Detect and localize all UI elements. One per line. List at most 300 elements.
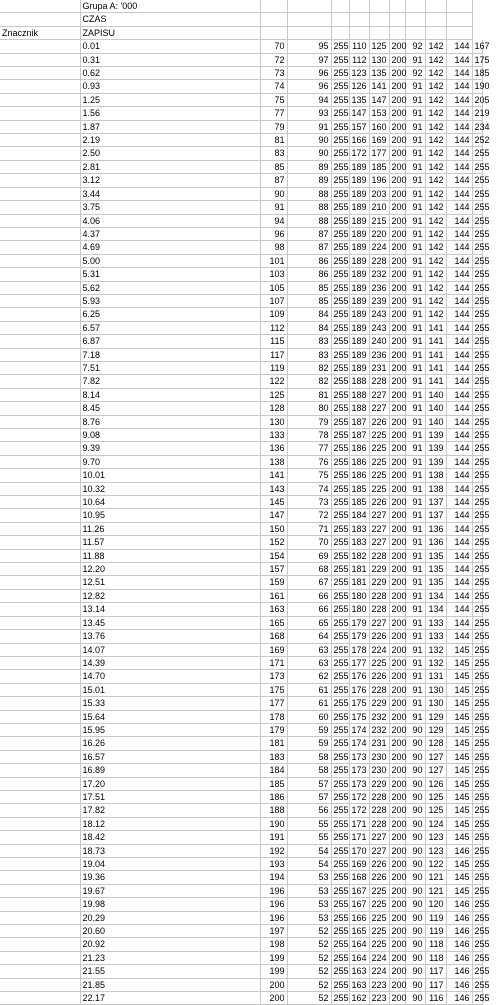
value-cell[interactable]: 236 — [369, 348, 389, 361]
value-cell[interactable]: 255 — [472, 227, 483, 240]
time-cell[interactable]: 3.44 — [80, 187, 260, 200]
col-header-zapisu[interactable]: ZAPISU — [80, 26, 260, 39]
value-cell[interactable]: 91 — [405, 241, 425, 254]
value-cell[interactable]: 135 — [369, 67, 389, 80]
time-cell[interactable]: 17.20 — [80, 777, 260, 790]
col-header-czas[interactable]: CZAS — [80, 13, 260, 26]
cell-empty[interactable] — [331, 0, 349, 13]
value-cell[interactable]: 144 — [446, 630, 472, 643]
value-cell[interactable]: 192 — [260, 844, 287, 857]
value-cell[interactable]: 144 — [446, 174, 472, 187]
value-cell[interactable]: 200 — [389, 697, 405, 710]
value-cell[interactable]: 200 — [389, 321, 405, 334]
value-cell[interactable]: 227 — [369, 522, 389, 535]
value-cell[interactable]: 200 — [389, 308, 405, 321]
time-cell[interactable]: 0.31 — [80, 53, 260, 66]
value-cell[interactable]: 129 — [425, 710, 446, 723]
value-cell[interactable]: 78 — [287, 429, 331, 442]
time-cell[interactable]: 6.87 — [80, 335, 260, 348]
value-cell[interactable]: 53 — [287, 871, 331, 884]
value-cell[interactable]: 255 — [472, 697, 483, 710]
value-cell[interactable]: 91 — [405, 549, 425, 562]
cell-empty[interactable] — [287, 13, 331, 26]
value-cell[interactable]: 186 — [260, 790, 287, 803]
value-cell[interactable]: 255 — [331, 308, 349, 321]
value-cell[interactable]: 146 — [446, 938, 472, 951]
value-cell[interactable]: 145 — [446, 858, 472, 871]
time-cell[interactable]: 21.23 — [80, 951, 260, 964]
value-cell[interactable]: 88 — [287, 201, 331, 214]
time-cell[interactable]: 10.95 — [80, 509, 260, 522]
cell-empty[interactable] — [0, 710, 80, 723]
value-cell[interactable]: 255 — [331, 469, 349, 482]
value-cell[interactable]: 255 — [331, 911, 349, 924]
cell-empty[interactable] — [389, 26, 405, 39]
value-cell[interactable]: 130 — [425, 683, 446, 696]
time-cell[interactable]: 14.39 — [80, 656, 260, 669]
time-cell[interactable]: 5.00 — [80, 254, 260, 267]
value-cell[interactable]: 59 — [287, 737, 331, 750]
value-cell[interactable]: 138 — [260, 455, 287, 468]
value-cell[interactable]: 140 — [425, 402, 446, 415]
value-cell[interactable]: 255 — [472, 187, 483, 200]
value-cell[interactable]: 255 — [472, 737, 483, 750]
cell-empty[interactable] — [0, 549, 80, 562]
cell-empty[interactable] — [0, 978, 80, 991]
value-cell[interactable]: 145 — [446, 750, 472, 763]
value-cell[interactable]: 255 — [472, 804, 483, 817]
value-cell[interactable]: 124 — [425, 817, 446, 830]
value-cell[interactable]: 255 — [331, 563, 349, 576]
value-cell[interactable]: 185 — [260, 777, 287, 790]
value-cell[interactable]: 91 — [405, 227, 425, 240]
value-cell[interactable]: 144 — [446, 536, 472, 549]
value-cell[interactable]: 145 — [446, 831, 472, 844]
value-cell[interactable]: 52 — [287, 951, 331, 964]
value-cell[interactable]: 225 — [369, 911, 389, 924]
value-cell[interactable]: 255 — [331, 549, 349, 562]
value-cell[interactable]: 200 — [389, 938, 405, 951]
value-cell[interactable]: 161 — [260, 589, 287, 602]
value-cell[interactable]: 53 — [287, 898, 331, 911]
time-cell[interactable]: 12.51 — [80, 576, 260, 589]
value-cell[interactable]: 144 — [446, 187, 472, 200]
value-cell[interactable]: 91 — [405, 482, 425, 495]
value-cell[interactable]: 72 — [287, 509, 331, 522]
value-cell[interactable]: 142 — [425, 227, 446, 240]
value-cell[interactable]: 184 — [260, 764, 287, 777]
value-cell[interactable]: 90 — [405, 831, 425, 844]
cell-empty[interactable] — [405, 26, 425, 39]
value-cell[interactable]: 79 — [260, 120, 287, 133]
value-cell[interactable]: 189 — [349, 241, 369, 254]
value-cell[interactable]: 255 — [331, 710, 349, 723]
value-cell[interactable]: 55 — [287, 831, 331, 844]
cell-empty[interactable] — [369, 13, 389, 26]
value-cell[interactable]: 144 — [446, 93, 472, 106]
value-cell[interactable]: 144 — [446, 348, 472, 361]
value-cell[interactable]: 224 — [369, 951, 389, 964]
value-cell[interactable]: 144 — [446, 134, 472, 147]
cell-empty[interactable] — [0, 884, 80, 897]
value-cell[interactable]: 255 — [331, 227, 349, 240]
value-cell[interactable]: 187 — [349, 429, 369, 442]
value-cell[interactable]: 142 — [425, 147, 446, 160]
time-cell[interactable]: 0.62 — [80, 67, 260, 80]
cell-empty[interactable] — [425, 13, 446, 26]
value-cell[interactable]: 144 — [446, 53, 472, 66]
value-cell[interactable]: 220 — [369, 227, 389, 240]
value-cell[interactable]: 200 — [389, 388, 405, 401]
time-cell[interactable]: 19.04 — [80, 858, 260, 871]
value-cell[interactable]: 153 — [369, 107, 389, 120]
value-cell[interactable]: 142 — [425, 80, 446, 93]
value-cell[interactable]: 255 — [472, 308, 483, 321]
value-cell[interactable]: 62 — [287, 670, 331, 683]
value-cell[interactable]: 147 — [349, 107, 369, 120]
value-cell[interactable]: 255 — [331, 777, 349, 790]
value-cell[interactable]: 255 — [331, 965, 349, 978]
value-cell[interactable]: 255 — [472, 241, 483, 254]
time-cell[interactable]: 0.93 — [80, 80, 260, 93]
value-cell[interactable]: 145 — [446, 777, 472, 790]
value-cell[interactable]: 163 — [349, 965, 369, 978]
value-cell[interactable]: 200 — [389, 67, 405, 80]
value-cell[interactable]: 144 — [446, 616, 472, 629]
value-cell[interactable]: 255 — [331, 536, 349, 549]
value-cell[interactable]: 145 — [446, 656, 472, 669]
cell-empty[interactable] — [425, 0, 446, 13]
value-cell[interactable]: 178 — [260, 710, 287, 723]
time-cell[interactable]: 3.12 — [80, 174, 260, 187]
value-cell[interactable]: 115 — [260, 335, 287, 348]
value-cell[interactable]: 229 — [369, 777, 389, 790]
value-cell[interactable]: 85 — [287, 281, 331, 294]
value-cell[interactable]: 91 — [405, 697, 425, 710]
cell-empty[interactable] — [0, 938, 80, 951]
value-cell[interactable]: 91 — [405, 656, 425, 669]
time-cell[interactable]: 9.39 — [80, 442, 260, 455]
value-cell[interactable]: 255 — [331, 858, 349, 871]
value-cell[interactable]: 56 — [287, 804, 331, 817]
cell-empty[interactable] — [0, 683, 80, 696]
value-cell[interactable]: 172 — [349, 790, 369, 803]
value-cell[interactable]: 188 — [349, 388, 369, 401]
value-cell[interactable]: 200 — [389, 147, 405, 160]
value-cell[interactable]: 171 — [349, 831, 369, 844]
value-cell[interactable]: 174 — [349, 737, 369, 750]
value-cell[interactable]: 255 — [472, 268, 483, 281]
cell-empty[interactable] — [369, 26, 389, 39]
value-cell[interactable]: 144 — [446, 509, 472, 522]
value-cell[interactable]: 143 — [260, 482, 287, 495]
value-cell[interactable]: 255 — [472, 965, 483, 978]
value-cell[interactable]: 138 — [425, 482, 446, 495]
value-cell[interactable]: 86 — [287, 268, 331, 281]
value-cell[interactable]: 198 — [260, 938, 287, 951]
value-cell[interactable]: 133 — [260, 429, 287, 442]
time-cell[interactable]: 18.42 — [80, 831, 260, 844]
value-cell[interactable]: 227 — [369, 831, 389, 844]
value-cell[interactable]: 91 — [405, 496, 425, 509]
value-cell[interactable]: 255 — [331, 509, 349, 522]
value-cell[interactable]: 91 — [260, 201, 287, 214]
value-cell[interactable]: 142 — [425, 93, 446, 106]
value-cell[interactable]: 144 — [446, 589, 472, 602]
cell-empty[interactable] — [331, 13, 349, 26]
value-cell[interactable]: 110 — [349, 40, 369, 53]
value-cell[interactable]: 177 — [369, 147, 389, 160]
value-cell[interactable]: 255 — [331, 335, 349, 348]
value-cell[interactable]: 225 — [369, 455, 389, 468]
value-cell[interactable]: 168 — [349, 871, 369, 884]
value-cell[interactable]: 255 — [472, 442, 483, 455]
cell-empty[interactable] — [0, 160, 80, 173]
value-cell[interactable]: 255 — [331, 978, 349, 991]
cell-empty[interactable] — [0, 509, 80, 522]
value-cell[interactable]: 224 — [369, 241, 389, 254]
value-cell[interactable]: 189 — [349, 281, 369, 294]
value-cell[interactable]: 91 — [405, 375, 425, 388]
value-cell[interactable]: 126 — [425, 777, 446, 790]
value-cell[interactable]: 255 — [331, 160, 349, 173]
cell-empty[interactable] — [0, 764, 80, 777]
value-cell[interactable]: 255 — [472, 254, 483, 267]
cell-empty[interactable] — [446, 26, 472, 39]
value-cell[interactable]: 255 — [331, 348, 349, 361]
value-cell[interactable]: 227 — [369, 402, 389, 415]
value-cell[interactable]: 181 — [349, 563, 369, 576]
value-cell[interactable]: 255 — [331, 737, 349, 750]
cell-empty[interactable] — [0, 348, 80, 361]
cell-empty[interactable] — [0, 415, 80, 428]
time-cell[interactable]: 13.14 — [80, 603, 260, 616]
value-cell[interactable]: 90 — [405, 777, 425, 790]
value-cell[interactable]: 130 — [369, 53, 389, 66]
value-cell[interactable]: 77 — [260, 107, 287, 120]
value-cell[interactable]: 165 — [349, 925, 369, 938]
value-cell[interactable]: 255 — [331, 884, 349, 897]
time-cell[interactable]: 2.81 — [80, 160, 260, 173]
time-cell[interactable]: 15.64 — [80, 710, 260, 723]
value-cell[interactable]: 189 — [349, 201, 369, 214]
value-cell[interactable]: 200 — [389, 227, 405, 240]
value-cell[interactable]: 58 — [287, 764, 331, 777]
value-cell[interactable]: 200 — [389, 415, 405, 428]
value-cell[interactable]: 200 — [389, 134, 405, 147]
value-cell[interactable]: 123 — [425, 831, 446, 844]
value-cell[interactable]: 145 — [446, 817, 472, 830]
value-cell[interactable]: 179 — [349, 616, 369, 629]
value-cell[interactable]: 255 — [331, 817, 349, 830]
cell-empty[interactable] — [0, 858, 80, 871]
value-cell[interactable]: 200 — [389, 281, 405, 294]
value-cell[interactable]: 135 — [425, 563, 446, 576]
value-cell[interactable]: 145 — [446, 697, 472, 710]
cell-empty[interactable] — [0, 603, 80, 616]
value-cell[interactable]: 73 — [260, 67, 287, 80]
time-cell[interactable]: 12.82 — [80, 589, 260, 602]
value-cell[interactable]: 187 — [349, 415, 369, 428]
value-cell[interactable]: 255 — [472, 321, 483, 334]
time-cell[interactable]: 12.20 — [80, 563, 260, 576]
value-cell[interactable]: 90 — [405, 871, 425, 884]
cell-empty[interactable] — [389, 0, 405, 13]
value-cell[interactable]: 91 — [405, 455, 425, 468]
time-cell[interactable]: 16.57 — [80, 750, 260, 763]
value-cell[interactable]: 200 — [389, 589, 405, 602]
value-cell[interactable]: 90 — [405, 911, 425, 924]
value-cell[interactable]: 74 — [260, 80, 287, 93]
cell-empty[interactable] — [0, 630, 80, 643]
time-cell[interactable]: 11.26 — [80, 522, 260, 535]
value-cell[interactable]: 255 — [331, 254, 349, 267]
value-cell[interactable]: 185 — [369, 160, 389, 173]
cell-empty[interactable] — [0, 321, 80, 334]
value-cell[interactable]: 54 — [287, 858, 331, 871]
value-cell[interactable]: 183 — [349, 522, 369, 535]
cell-empty[interactable] — [0, 308, 80, 321]
value-cell[interactable]: 142 — [425, 241, 446, 254]
value-cell[interactable]: 144 — [446, 214, 472, 227]
time-cell[interactable]: 19.98 — [80, 898, 260, 911]
cell-empty[interactable] — [0, 227, 80, 240]
value-cell[interactable]: 180 — [349, 603, 369, 616]
value-cell[interactable]: 144 — [446, 120, 472, 133]
cell-empty[interactable] — [0, 911, 80, 924]
cell-b1[interactable] — [80, 0, 260, 13]
value-cell[interactable]: 92 — [405, 67, 425, 80]
value-cell[interactable]: 200 — [389, 563, 405, 576]
value-cell[interactable]: 91 — [405, 160, 425, 173]
value-cell[interactable]: 200 — [389, 214, 405, 227]
value-cell[interactable]: 60 — [287, 710, 331, 723]
value-cell[interactable]: 171 — [260, 656, 287, 669]
value-cell[interactable]: 91 — [405, 294, 425, 307]
cell-empty[interactable] — [0, 174, 80, 187]
value-cell[interactable]: 90 — [405, 723, 425, 736]
value-cell[interactable]: 123 — [349, 67, 369, 80]
value-cell[interactable]: 225 — [369, 884, 389, 897]
value-cell[interactable]: 184 — [349, 509, 369, 522]
value-cell[interactable]: 172 — [349, 147, 369, 160]
value-cell[interactable]: 228 — [369, 817, 389, 830]
time-cell[interactable]: 20.60 — [80, 925, 260, 938]
value-cell[interactable]: 228 — [369, 375, 389, 388]
value-cell[interactable]: 200 — [389, 978, 405, 991]
time-cell[interactable]: 16.89 — [80, 764, 260, 777]
value-cell[interactable]: 80 — [287, 402, 331, 415]
value-cell[interactable]: 173 — [349, 764, 369, 777]
value-cell[interactable]: 91 — [405, 53, 425, 66]
cell-empty[interactable] — [0, 656, 80, 669]
time-cell[interactable]: 6.25 — [80, 308, 260, 321]
value-cell[interactable]: 69 — [287, 549, 331, 562]
time-cell[interactable]: 10.01 — [80, 469, 260, 482]
time-cell[interactable]: 2.50 — [80, 147, 260, 160]
value-cell[interactable]: 255 — [331, 723, 349, 736]
value-cell[interactable]: 200 — [389, 160, 405, 173]
value-cell[interactable]: 91 — [405, 187, 425, 200]
cell-empty[interactable] — [0, 429, 80, 442]
time-cell[interactable]: 13.45 — [80, 616, 260, 629]
cell-empty[interactable] — [0, 589, 80, 602]
value-cell[interactable]: 139 — [425, 455, 446, 468]
value-cell[interactable]: 186 — [349, 455, 369, 468]
value-cell[interactable]: 166 — [349, 911, 369, 924]
value-cell[interactable]: 255 — [331, 53, 349, 66]
value-cell[interactable]: 183 — [260, 750, 287, 763]
value-cell[interactable]: 132 — [425, 643, 446, 656]
value-cell[interactable]: 255 — [472, 348, 483, 361]
value-cell[interactable]: 91 — [405, 268, 425, 281]
time-cell[interactable]: 21.85 — [80, 978, 260, 991]
value-cell[interactable]: 196 — [260, 911, 287, 924]
value-cell[interactable]: 142 — [425, 308, 446, 321]
value-cell[interactable]: 200 — [389, 402, 405, 415]
value-cell[interactable]: 200 — [389, 93, 405, 106]
value-cell[interactable]: 255 — [331, 764, 349, 777]
cell-empty[interactable] — [446, 13, 472, 26]
value-cell[interactable]: 255 — [472, 750, 483, 763]
value-cell[interactable]: 200 — [389, 294, 405, 307]
value-cell[interactable]: 228 — [369, 589, 389, 602]
value-cell[interactable]: 200 — [389, 992, 405, 1005]
time-cell[interactable]: 11.88 — [80, 549, 260, 562]
cell-empty[interactable] — [0, 93, 80, 106]
time-cell[interactable]: 17.82 — [80, 804, 260, 817]
value-cell[interactable]: 134 — [425, 589, 446, 602]
value-cell[interactable]: 144 — [446, 455, 472, 468]
value-cell[interactable]: 144 — [446, 107, 472, 120]
value-cell[interactable]: 91 — [405, 254, 425, 267]
value-cell[interactable]: 144 — [446, 67, 472, 80]
value-cell[interactable]: 144 — [446, 469, 472, 482]
value-cell[interactable]: 139 — [425, 429, 446, 442]
value-cell[interactable]: 58 — [287, 750, 331, 763]
value-cell[interactable]: 186 — [349, 442, 369, 455]
value-cell[interactable]: 122 — [425, 858, 446, 871]
value-cell[interactable]: 91 — [405, 335, 425, 348]
value-cell[interactable]: 255 — [472, 603, 483, 616]
value-cell[interactable]: 145 — [446, 670, 472, 683]
value-cell[interactable]: 118 — [425, 938, 446, 951]
value-cell[interactable]: 91 — [405, 134, 425, 147]
value-cell[interactable]: 90 — [287, 147, 331, 160]
value-cell[interactable]: 125 — [260, 388, 287, 401]
cell-empty[interactable] — [0, 294, 80, 307]
value-cell[interactable]: 127 — [425, 750, 446, 763]
value-cell[interactable]: 255 — [472, 777, 483, 790]
value-cell[interactable]: 90 — [405, 992, 425, 1005]
time-cell[interactable]: 7.18 — [80, 348, 260, 361]
value-cell[interactable]: 255 — [472, 925, 483, 938]
value-cell[interactable]: 255 — [472, 147, 483, 160]
value-cell[interactable]: 91 — [405, 388, 425, 401]
value-cell[interactable]: 142 — [425, 40, 446, 53]
value-cell[interactable]: 90 — [405, 965, 425, 978]
value-cell[interactable]: 121 — [425, 884, 446, 897]
value-cell[interactable]: 144 — [446, 201, 472, 214]
value-cell[interactable]: 70 — [287, 536, 331, 549]
time-cell[interactable]: 22.17 — [80, 992, 260, 1005]
value-cell[interactable]: 255 — [331, 241, 349, 254]
value-cell[interactable]: 90 — [405, 817, 425, 830]
value-cell[interactable]: 255 — [331, 388, 349, 401]
value-cell[interactable]: 82 — [287, 361, 331, 374]
value-cell[interactable]: 145 — [446, 884, 472, 897]
value-cell[interactable]: 182 — [349, 549, 369, 562]
